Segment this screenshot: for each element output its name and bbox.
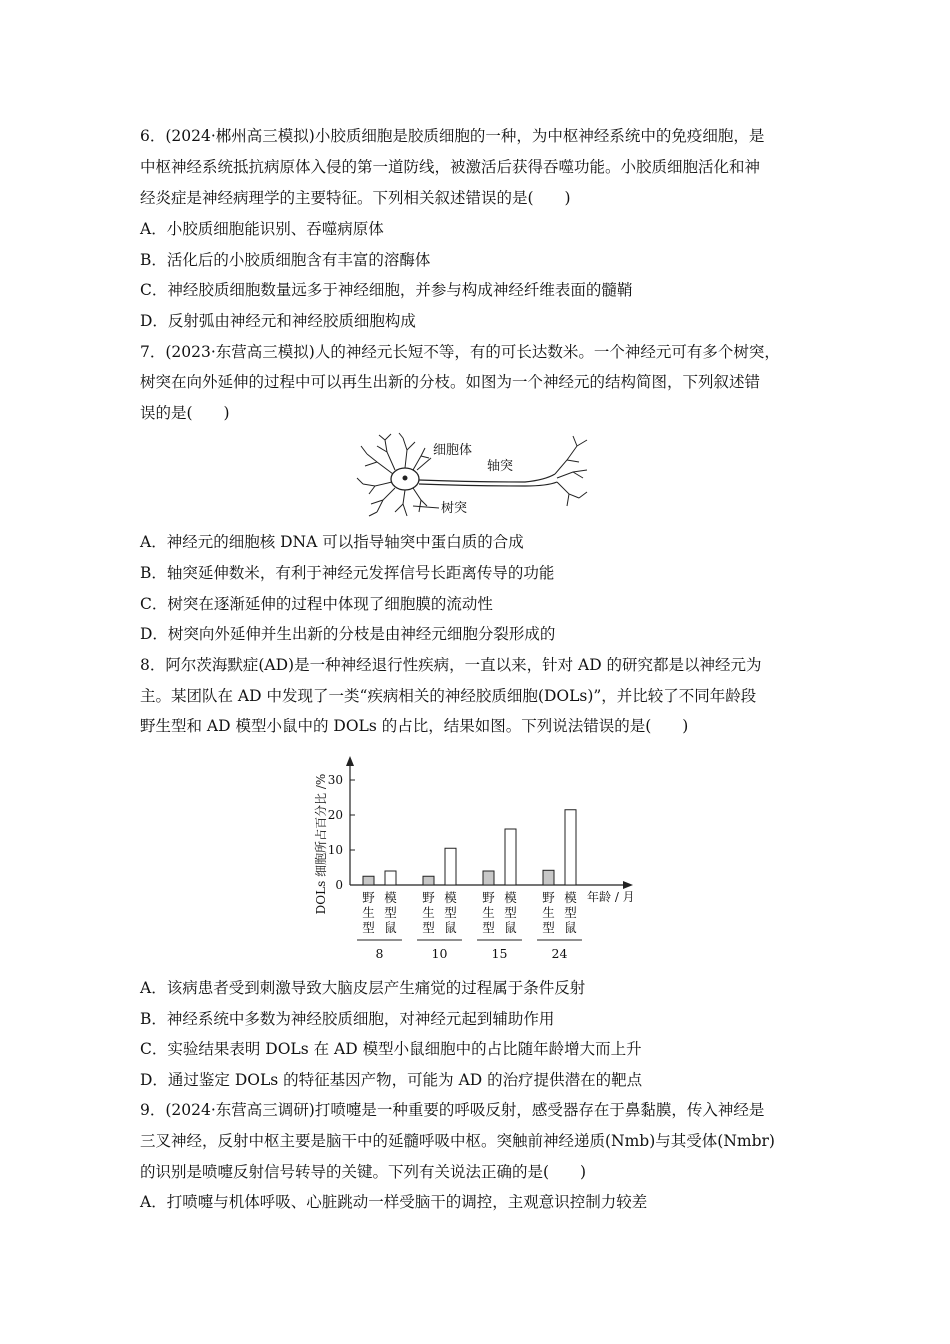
q9-stem-line-2: 三叉神经，反射中枢主要是脑干中的延髓呼吸中枢。突触前神经递质(Nmb)与其受体(Nmbr)	[140, 1132, 775, 1150]
series-label-char: 鼠	[564, 920, 577, 935]
series-label-char: 鼠	[504, 920, 517, 935]
bar	[505, 829, 516, 885]
series-label-char: 型	[362, 920, 375, 935]
series-label-char: 鼠	[444, 920, 457, 935]
q8-option-d: D．通过鉴定 DOLs 的特征基因产物，可能为 AD 的治疗提供潜在的靶点	[140, 1071, 643, 1089]
bar	[483, 871, 494, 885]
series-label-char: 生	[482, 905, 495, 920]
series-label-char: 型	[444, 905, 457, 920]
series-label-char: 型	[542, 920, 555, 935]
q8-stem-line-2: 主。某团队在 AD 中发现了一类“疾病相关的神经胶质细胞(DOLs)”，并比较了不同年龄段	[140, 687, 757, 705]
series-label-char: 型	[504, 905, 517, 920]
dendrite-label: 树突	[441, 501, 468, 516]
bar	[543, 870, 554, 885]
q6-stem-line-1: 6．(2024·郴州高三模拟)小胶质细胞是胶质细胞的一种，为中枢神经系统中的免疫细胞，是	[140, 127, 765, 145]
series-label-char: 生	[542, 905, 555, 920]
q7-option-c: C．树突在逐渐延伸的过程中体现了细胞膜的流动性	[140, 595, 493, 613]
q8-option-a: A．该病患者受到刺激导致大脑皮层产生痛觉的过程属于条件反射	[140, 979, 586, 997]
q6-option-a: A．小胶质细胞能识别、吞噬病原体	[140, 220, 384, 238]
category-label: 8	[375, 946, 384, 961]
q8-stem-line-3: 野生型和 AD 模型小鼠中的 DOLs 的占比，结果如图。下列说法错误的是( )	[140, 717, 689, 735]
q6-stem-line-2: 中枢神经系统抵抗病原体入侵的第一道防线，被激活后获得吞噬功能。小胶质细胞活化和神	[140, 158, 761, 176]
category-label: 10	[431, 946, 448, 961]
q6-stem-line-3: 经炎症是神经病理学的主要特征。下列相关叙述错误的是( )	[140, 189, 571, 207]
q8-option-c: C．实验结果表明 DOLs 在 AD 模型小鼠细胞中的占比随年龄增大而上升	[140, 1040, 642, 1058]
axon-label: 轴突	[487, 459, 514, 474]
y-tick-label: 0	[335, 878, 343, 892]
cell-body-label: 细胞体	[433, 443, 473, 458]
q7-stem-line-2: 树突在向外延伸的过程中可以再生出新的分枝。如图为一个神经元的结构简图，下列叙述错	[140, 373, 761, 391]
series-label-char: 模	[564, 890, 577, 905]
q7-stem-line-1: 7．(2023·东营高三模拟)人的神经元长短不等，有的可长达数米。一个神经元可有多个树突，	[140, 343, 780, 361]
q7-option-d: D．树突向外延伸并生出新的分枝是由神经元细胞分裂形成的	[140, 625, 556, 643]
q7-option-b: B．轴突延伸数米，有利于神经元发挥信号长距离传导的功能	[140, 564, 555, 582]
x-axis-label: 年龄 / 月	[587, 890, 635, 904]
y-axis-label: DOLs 细胞所占百分比 /%	[314, 773, 328, 915]
bar	[385, 871, 396, 885]
y-tick-label: 30	[327, 773, 343, 787]
q6-option-d: D．反射弧由神经元和神经胶质细胞构成	[140, 312, 416, 330]
series-label-char: 型	[564, 905, 577, 920]
series-label-char: 型	[422, 920, 435, 935]
series-label-char: 型	[384, 905, 397, 920]
y-tick-label: 10	[327, 843, 343, 857]
bar	[423, 876, 434, 885]
category-label: 15	[491, 946, 508, 961]
category-label: 24	[551, 946, 568, 961]
q7-option-a: A．神经元的细胞核 DNA 可以指导轴突中蛋白质的合成	[140, 533, 524, 551]
dols-bar-chart	[305, 752, 655, 962]
bar	[565, 810, 576, 885]
q7-stem-line-3: 误的是( )	[140, 404, 230, 422]
series-label-char: 野	[362, 890, 375, 905]
bar	[445, 848, 456, 885]
neuron-diagram	[355, 432, 595, 522]
q9-option-a: A．打喷嚏与机体呼吸、心脏跳动一样受脑干的调控，主观意识控制力较差	[140, 1193, 648, 1211]
q8-option-b: B．神经系统中多数为神经胶质细胞，对神经元起到辅助作用	[140, 1010, 555, 1028]
series-label-char: 型	[482, 920, 495, 935]
q6-option-c: C．神经胶质细胞数量远多于神经细胞，并参与构成神经纤维表面的髓鞘	[140, 281, 633, 299]
series-label-char: 生	[422, 905, 435, 920]
y-tick-label: 20	[327, 808, 343, 822]
series-label-char: 野	[482, 890, 495, 905]
series-label-char: 模	[504, 890, 517, 905]
series-label-char: 生	[362, 905, 375, 920]
q8-stem-line-1: 8．阿尔茨海默症(AD)是一种神经退行性疾病，一直以来，针对 AD 的研究都是以神经元为	[140, 656, 762, 674]
series-label-char: 野	[422, 890, 435, 905]
q9-stem-line-3: 的识别是喷嚏反射信号转导的关键。下列有关说法正确的是( )	[140, 1163, 587, 1181]
q6-option-b: B．活化后的小胶质细胞含有丰富的溶酶体	[140, 251, 431, 269]
series-label-char: 野	[542, 890, 555, 905]
series-label-char: 模	[384, 890, 397, 905]
series-label-char: 模	[444, 890, 457, 905]
series-label-char: 鼠	[384, 920, 397, 935]
q9-stem-line-1: 9．(2024·东营高三调研)打喷嚏是一种重要的呼吸反射，感受器存在于鼻黏膜，传入神经是	[140, 1101, 765, 1119]
bar	[363, 876, 374, 885]
